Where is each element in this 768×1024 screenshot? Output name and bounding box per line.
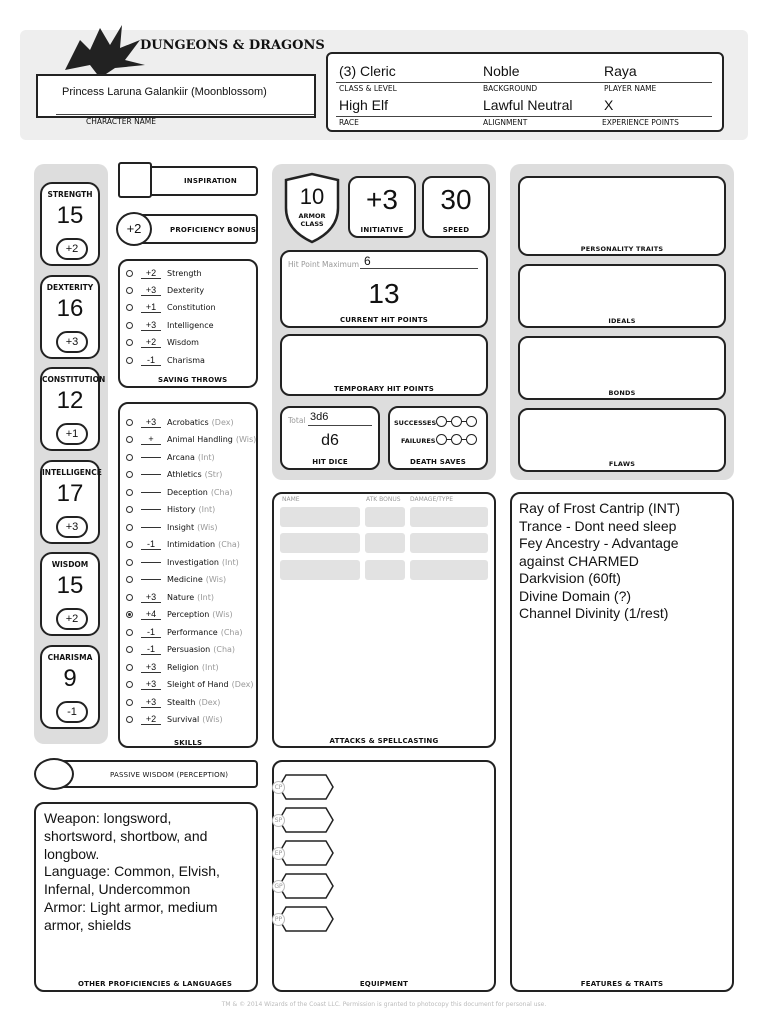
hit-dice-total-label: Total [288, 416, 306, 425]
experience-points-label: EXPERIENCE POINTS [602, 118, 679, 127]
ability-modifier[interactable]: +2 [56, 238, 88, 260]
death-save-circle[interactable] [451, 434, 462, 445]
skill-attribute: (Int) [197, 452, 215, 462]
coin-label: SP [272, 814, 285, 827]
speed-value[interactable]: 30 [440, 184, 472, 215]
skill-value[interactable]: + [141, 434, 161, 445]
saving-throw-value[interactable]: +3 [141, 285, 161, 296]
skill-attribute: (Cha) [220, 627, 243, 637]
proficiency-circle[interactable] [126, 699, 133, 706]
proficiency-bonus-label: PROFICIENCY BONUS [170, 226, 257, 234]
feature-line[interactable]: Darkvision (60ft) [519, 570, 621, 586]
saving-throw-name: Intelligence [167, 320, 214, 330]
saving-throw-name: Dexterity [167, 285, 205, 295]
skill-row [126, 713, 223, 727]
coin-label: EP [272, 847, 285, 860]
class-line [336, 82, 712, 83]
proficiency-circle[interactable] [126, 454, 133, 461]
proficiency-line[interactable]: armor, shields [44, 916, 132, 933]
skill-attribute: (Wis) [202, 715, 223, 724]
skill-name: Nature [167, 592, 195, 602]
skill-attribute: (Dex) [211, 417, 234, 427]
death-save-circle[interactable] [436, 434, 447, 445]
coin-label: CP [272, 781, 285, 794]
ability-modifier[interactable]: +1 [56, 423, 88, 445]
proficiency-circle[interactable] [126, 339, 133, 346]
proficiency-circle[interactable] [126, 436, 133, 443]
skill-value[interactable] [141, 527, 161, 528]
skill-value[interactable]: +3 [141, 662, 161, 673]
dragon-logo-icon [60, 20, 150, 80]
proficiency-circle[interactable] [126, 664, 133, 671]
skill-attribute: (Int) [198, 505, 216, 514]
feature-line[interactable]: Trance - Dont need sleep [519, 517, 677, 534]
inspiration-square[interactable] [118, 162, 152, 198]
proficiencies-label: OTHER PROFICIENCIES & LANGUAGES [78, 980, 233, 988]
feature-line[interactable]: Channel Divinity (1/rest) [519, 605, 669, 621]
experience-points[interactable]: X [604, 97, 614, 113]
alignment[interactable]: Lawful Neutral [483, 97, 573, 113]
personality-traits-label: PERSONALITY TRAITS [580, 245, 664, 253]
proficiency-circle[interactable] [126, 646, 133, 653]
skill-row [126, 520, 217, 534]
hp-max-line [360, 268, 478, 269]
coin-label: PP [272, 913, 285, 926]
ability-constitution [40, 367, 106, 451]
proficiency-circle[interactable] [126, 506, 133, 513]
ability-name: CHARISMA [47, 652, 93, 662]
skill-attribute: (Str) [204, 470, 223, 479]
ability-dexterity [40, 275, 100, 359]
skills-label: SKILLS [174, 739, 203, 747]
proficiency-line[interactable]: Armor: Light armor, medium [44, 899, 218, 915]
proficiency-circle[interactable] [126, 594, 133, 601]
character-name[interactable]: Princess Laruna Galankiir (Moonblossom) [62, 86, 267, 98]
skill-row [126, 660, 219, 674]
proficiency-circle[interactable] [126, 357, 133, 364]
attacks-box [272, 492, 496, 748]
proficiency-circle[interactable] [126, 489, 133, 496]
skill-value[interactable]: -1 [141, 644, 161, 655]
skill-value[interactable]: +4 [141, 609, 161, 620]
skill-name: Religion [167, 662, 199, 672]
skill-row [126, 485, 233, 499]
proficiency-circle[interactable] [126, 304, 133, 311]
ability-wisdom [40, 552, 100, 636]
saving-throw-row [126, 336, 199, 350]
skill-name: Sleight of Hand [167, 680, 229, 689]
coin-sp[interactable] [274, 807, 334, 833]
saving-throw-value[interactable]: -1 [141, 355, 161, 366]
skill-value[interactable]: -1 [141, 627, 161, 638]
skill-attribute: (Int) [201, 662, 219, 672]
attack-field[interactable] [280, 560, 360, 580]
proficiency-circle[interactable] [126, 611, 133, 618]
proficiency-circle[interactable] [126, 541, 133, 548]
skill-row [126, 468, 222, 482]
skill-row [126, 503, 215, 517]
proficiency-line[interactable]: longbow. [44, 845, 100, 862]
race-line [336, 116, 712, 117]
skill-row [126, 678, 254, 692]
skill-name: Perception [167, 610, 210, 619]
skill-name: Arcana [167, 452, 195, 462]
skill-row [126, 538, 240, 552]
death-save-circle[interactable] [466, 434, 477, 445]
saving-throw-value[interactable]: +2 [141, 337, 161, 348]
hit-dice-line [308, 425, 372, 426]
skill-row [126, 573, 226, 587]
ability-score[interactable]: 15 [56, 202, 84, 229]
coin-gp[interactable] [274, 873, 334, 899]
ability-modifier[interactable]: +3 [56, 331, 88, 353]
initiative-value[interactable]: +3 [366, 184, 398, 215]
skill-row [126, 555, 239, 569]
skill-row [126, 625, 243, 639]
skill-value[interactable] [141, 474, 161, 475]
alignment-label: ALIGNMENT [483, 118, 528, 127]
attack-field[interactable] [410, 560, 488, 580]
skill-attribute: (Dex) [231, 680, 254, 689]
skill-row [126, 590, 214, 604]
proficiency-circle[interactable] [126, 559, 133, 566]
skill-row [126, 450, 215, 464]
personality-traits-box[interactable] [518, 176, 726, 256]
proficiency-line[interactable]: Weapon: longsword, [44, 810, 172, 826]
passive-wisdom-label: PASSIVE WISDOM (PERCEPTION) [110, 771, 229, 779]
character-name-label: CHARACTER NAME [86, 117, 157, 126]
saving-throw-name: Constitution [167, 303, 216, 313]
proficiency-circle[interactable] [126, 287, 133, 294]
skill-attribute: (Dex) [198, 697, 221, 707]
saving-throw-row [126, 301, 216, 315]
attack-field[interactable] [365, 533, 405, 553]
skill-attribute: (Cha) [218, 540, 240, 549]
failures-checkboxes[interactable] [436, 434, 477, 445]
race-label: RACE [339, 118, 359, 127]
skill-value[interactable]: +3 [141, 679, 161, 690]
ability-score[interactable]: 17 [56, 479, 84, 507]
saving-throw-value[interactable]: +1 [141, 302, 161, 313]
bonds-label: BONDS [608, 389, 636, 397]
ability-strength [40, 182, 100, 266]
skill-attribute: (Int) [197, 592, 214, 602]
saving-throw-row [126, 283, 204, 297]
hp-max-value[interactable]: 6 [364, 254, 371, 268]
death-save-circle[interactable] [451, 416, 462, 427]
successes-checkboxes[interactable] [436, 416, 477, 427]
skill-row [126, 643, 235, 657]
death-save-circle[interactable] [466, 416, 477, 427]
skill-name: Intimidation [167, 540, 216, 549]
skill-attribute: (Wis) [235, 435, 257, 444]
feature-line[interactable]: Ray of Frost Cantrip (INT) [519, 500, 681, 516]
saving-throw-row [126, 318, 214, 332]
skill-value[interactable]: +2 [141, 714, 161, 725]
skill-value[interactable]: +3 [141, 417, 161, 428]
proficiency-circle[interactable] [126, 629, 133, 636]
background[interactable]: Noble [483, 63, 520, 79]
skill-name: Deception [167, 487, 208, 497]
ability-intelligence [40, 460, 100, 544]
skill-name: Animal Handling [167, 435, 233, 444]
background-label: BACKGROUND [483, 84, 538, 93]
saving-throws-label: SAVING THROWS [158, 376, 228, 384]
skill-row [126, 433, 256, 447]
skill-attribute: (Int) [221, 557, 239, 567]
attack-field[interactable] [280, 533, 360, 553]
coin-ep[interactable] [274, 840, 334, 866]
skill-name: Persuasion [167, 645, 211, 654]
successes-label: SUCCESSES [394, 419, 437, 427]
saving-throw-name: Strength [167, 268, 202, 278]
attack-bonus-header: ATK BONUS [366, 496, 401, 503]
passive-wisdom-value[interactable] [34, 758, 74, 790]
temp-hp-label: TEMPORARY HIT POINTS [334, 385, 434, 393]
proficiency-line[interactable]: Language: Common, Elvish, [44, 863, 220, 880]
hit-dice-value[interactable]: d6 [321, 432, 339, 449]
feature-line[interactable]: Divine Domain (?) [519, 587, 632, 604]
saving-throw-value[interactable]: +2 [141, 268, 161, 279]
proficiency-circle[interactable] [126, 270, 133, 277]
ability-modifier[interactable]: +2 [56, 608, 88, 630]
saving-throw-name: Wisdom [167, 338, 199, 348]
skill-value[interactable] [141, 492, 161, 493]
skill-name: Stealth [167, 697, 196, 707]
skill-value[interactable]: +3 [141, 592, 161, 603]
feature-line[interactable]: Fey Ancestry - Advantage [519, 535, 679, 551]
proficiency-circle[interactable] [126, 471, 133, 478]
proficiency-circle[interactable] [126, 681, 133, 688]
class-level-label: CLASS & LEVEL [339, 84, 397, 93]
initiative-label: INITIATIVE [360, 226, 404, 234]
attack-name-header: NAME [282, 496, 300, 503]
hit-dice-total[interactable]: 3d6 [310, 411, 329, 423]
character-name-line [56, 114, 314, 115]
skill-value[interactable]: -1 [141, 539, 161, 550]
player-name-label: PLAYER NAME [604, 84, 657, 93]
ability-score[interactable]: 16 [56, 294, 84, 322]
skill-name: Athletics [167, 470, 202, 479]
flaws-label: FLAWS [608, 460, 636, 468]
proficiency-circle[interactable] [126, 419, 133, 426]
proficiency-circle[interactable] [126, 576, 133, 583]
skill-name: History [167, 505, 196, 514]
skill-attribute: (Cha) [210, 487, 233, 497]
skill-name: Medicine [167, 575, 203, 584]
player-name[interactable]: Raya [604, 63, 637, 79]
ability-charisma [40, 645, 100, 729]
hp-max-label: Hit Point Maximum [288, 260, 360, 269]
proficiency-bonus[interactable]: +2 [116, 212, 152, 246]
current-hp-label: CURRENT HIT POINTS [339, 316, 429, 324]
logo-text: DUNGEONS & DRAGONS [140, 38, 325, 53]
skill-value[interactable] [141, 509, 161, 510]
ability-modifier[interactable]: -1 [56, 701, 88, 723]
attack-field[interactable] [280, 507, 360, 527]
skill-name: Survival [167, 715, 200, 724]
attack-field[interactable] [365, 507, 405, 527]
ability-score[interactable]: 12 [56, 387, 84, 414]
skill-attribute: (Wis) [205, 575, 227, 584]
ability-modifier[interactable]: +3 [56, 516, 88, 538]
attack-damage-header: DAMAGE/TYPE [410, 496, 453, 503]
coin-cp[interactable] [274, 774, 334, 800]
skill-row [126, 608, 233, 622]
skill-name: Insight [167, 522, 195, 532]
armor-class-label: ARMOR CLASS [298, 212, 326, 228]
proficiency-line[interactable]: Infernal, Undercommon [44, 881, 191, 898]
inspiration-label: INSPIRATION [184, 177, 237, 185]
ability-name: STRENGTH [47, 190, 93, 199]
skill-value[interactable]: +3 [141, 697, 161, 708]
skill-name: Performance [167, 627, 218, 637]
skill-attribute: (Cha) [213, 645, 236, 654]
ability-score[interactable]: 9 [63, 664, 77, 692]
ability-name: CONSTITUTION [42, 375, 106, 384]
coin-pp[interactable] [274, 906, 334, 932]
attack-field[interactable] [365, 560, 405, 580]
ideals-label: IDEALS [608, 317, 636, 325]
saving-throw-name: Charisma [167, 355, 205, 365]
death-saves-label: DEATH SAVES [410, 458, 466, 466]
skill-row [126, 415, 234, 429]
skill-attribute: (Wis) [212, 610, 233, 619]
ability-name: INTELLIGENCE [42, 467, 102, 477]
skill-name: Acrobatics [167, 417, 209, 427]
current-hp-value[interactable]: 13 [368, 278, 400, 309]
saving-throw-row [126, 353, 205, 367]
saving-throw-value[interactable]: +3 [141, 320, 161, 331]
skill-attribute: (Wis) [197, 522, 218, 532]
proficiency-circle[interactable] [126, 524, 133, 531]
ability-name: WISDOM [51, 560, 89, 569]
attack-field[interactable] [410, 507, 488, 527]
features-label: FEATURES & TRAITS [580, 980, 664, 988]
class-level[interactable]: (3) Cleric [339, 63, 396, 79]
equipment-label: EQUIPMENT [359, 980, 409, 988]
attack-field[interactable] [410, 533, 488, 553]
skill-value[interactable] [141, 579, 161, 580]
skill-row [126, 695, 220, 709]
failures-label: FAILURES [401, 437, 436, 445]
footer-copyright: TM & © 2014 Wizards of the Coast LLC. Permission is granted to photocopy this document for personal use. [221, 1001, 547, 1008]
speed-label: SPEED [442, 226, 470, 234]
coin-label: GP [272, 880, 285, 893]
ability-score[interactable]: 15 [56, 572, 84, 599]
saving-throw-row [126, 266, 202, 280]
hit-dice-label: HIT DICE [312, 458, 348, 466]
proficiency-line[interactable]: shortsword, shortbow, and [44, 827, 208, 844]
proficiency-circle[interactable] [126, 322, 133, 329]
armor-class-value[interactable]: 10 [299, 184, 325, 209]
proficiency-circle[interactable] [126, 716, 133, 723]
ability-name: DEXTERITY [46, 282, 94, 292]
attacks-label: ATTACKS & SPELLCASTING [329, 737, 439, 745]
skill-name: Investigation [167, 557, 219, 567]
race[interactable]: High Elf [339, 97, 389, 113]
death-save-circle[interactable] [436, 416, 447, 427]
skill-value[interactable] [141, 457, 161, 458]
feature-line[interactable]: against CHARMED [519, 552, 639, 569]
skill-value[interactable] [141, 562, 161, 563]
